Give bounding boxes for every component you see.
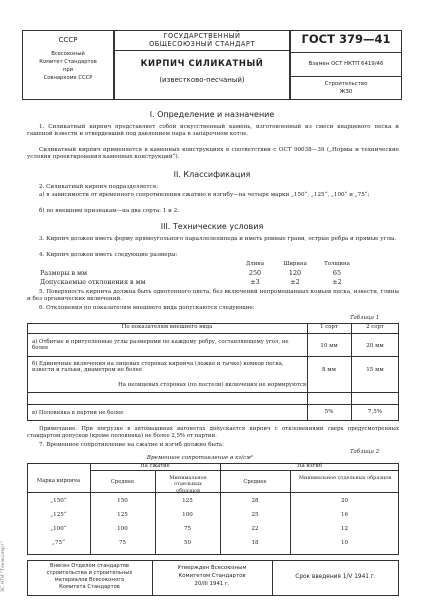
table-header: 2 сорт xyxy=(366,324,384,330)
table-cell: 8 мм xyxy=(321,367,337,373)
table-cell: 25 xyxy=(251,512,259,518)
dims-value: ±2 xyxy=(290,278,300,286)
header-divider xyxy=(290,52,402,53)
table-cell: 7,5% xyxy=(367,409,383,415)
gost-number: ГОСТ 379—41 xyxy=(301,32,391,46)
table-caption: Таблица 1 xyxy=(350,315,380,321)
table-cell: 12 xyxy=(340,526,349,532)
table-2-title: Временное сопротивление в кг/см² xyxy=(146,455,254,461)
table-cell: „75“ xyxy=(52,540,65,546)
table-header: Минимальное отдельных образцов xyxy=(298,475,392,481)
doc-title: КИРПИЧ СИЛИКАТНЫЙ xyxy=(140,58,264,68)
table-cell: 150 xyxy=(117,498,128,504)
paragraph: 1. Силикатный кирпич представляет собой искусственный камень, изготовленный из смеси кварцевого песка и гашеной извести и отвердевший под давлением пара в запарочном котле. xyxy=(27,124,399,138)
footer-center-line: Комитетом Стандартов xyxy=(178,573,246,579)
table-1-row-divider xyxy=(27,404,399,405)
table-cell: 75 xyxy=(118,540,127,546)
table-header: По показателям внешнего вида xyxy=(121,324,213,330)
footer-left-line: материалов Всесоюзного xyxy=(54,577,125,583)
dims-value: 120 xyxy=(288,269,302,277)
paragraph: б) по внешним признакам—на два сорта: 1 и 2. xyxy=(39,208,180,214)
header-state: ГОСУДАРСТВЕННЫЙ xyxy=(163,32,241,40)
table-cell: 10 xyxy=(340,540,349,546)
header-divider xyxy=(114,50,290,51)
footer-center-line: Утвержден Всесоюзным xyxy=(177,565,247,571)
table-cell: 10 мм xyxy=(320,343,338,349)
table-cell: 125 xyxy=(182,498,193,504)
dims-header: Ширина xyxy=(283,261,307,267)
table-header: На сжатие xyxy=(140,463,170,469)
table-1-row-divider xyxy=(27,392,399,393)
header-divider xyxy=(290,76,402,77)
paragraph: а) в зависимости от временного сопротивления сжатию и изгибу—на четыре марки „150“, „125“, „100“ и „75“; xyxy=(39,192,370,198)
table-header: 1 сорт xyxy=(320,324,338,330)
paragraph: 7. Временное сопротивление на сжатие и изгиб должно быть: xyxy=(39,442,224,448)
table-cell: 28 xyxy=(251,498,259,504)
section-heading: II. Классификация xyxy=(173,170,251,179)
table-cell: 5% xyxy=(324,409,334,415)
table-cell: На нелицевых сторонах (по постели) включения не нормируются. xyxy=(118,382,308,388)
footer-center-line: 20/III 1941 г. xyxy=(194,581,230,587)
table-cell: „125“ xyxy=(50,512,67,518)
paragraph: 5. Поверхность кирпича должна быть однотонного цвета, без включений непромешанных комьев песка, извести, глины и без органических включений. xyxy=(27,289,399,303)
dims-value: 65 xyxy=(332,269,342,277)
header-state: ОБЩЕСОЮЗНЫЙ СТАНДАРТ xyxy=(149,40,255,48)
paragraph: 6. Отклонения по показателям внешнего вида допускаются следующие: xyxy=(39,305,255,311)
table-cell: „100“ xyxy=(50,526,67,532)
header-org-line: Совнаркоме СССР xyxy=(43,75,93,81)
table-cell: 50 xyxy=(183,540,192,546)
table-2-row-divider xyxy=(90,470,399,471)
dims-header: Толщина xyxy=(324,261,350,267)
dims-value: 250 xyxy=(248,269,262,277)
group-code: Ж30 xyxy=(339,89,353,95)
dims-header: Длина xyxy=(245,261,265,267)
header-org-line: при xyxy=(62,67,74,73)
doc-subtitle: (известково-песчаный) xyxy=(159,76,245,84)
note: Примечание. При погрузке в автомашинах вагонетах допускается кирпич с отклонениями сверх предусмотренных стандартом допусков (кроме половняка) не более 2,5% от партии. xyxy=(27,426,399,440)
table-cell: 15 мм xyxy=(366,367,384,373)
table-cell: 75 xyxy=(183,526,192,532)
table-cell: 100 xyxy=(182,512,193,518)
section-heading: I. Определение и назначение xyxy=(149,110,275,119)
dims-row-label: Допускаемые отклонения в мм xyxy=(40,278,146,286)
footer-left-line: Комитета Стандартов xyxy=(59,584,120,590)
side-watermark: ЭС НТИ "Техэксперт" xyxy=(1,541,6,592)
table-1-row-divider xyxy=(27,333,399,334)
section-heading: III. Технические условия xyxy=(160,222,264,231)
dims-value: ±2 xyxy=(332,278,342,286)
table-cell: 16 xyxy=(340,512,349,518)
table-caption: Таблица 2 xyxy=(350,449,380,455)
table-cell: 20 xyxy=(340,498,349,504)
dims-value: ±3 xyxy=(250,278,260,286)
table-header: Минимальное отдельных образцов xyxy=(169,475,207,494)
table-header: Марка кирпича xyxy=(36,478,81,484)
paragraph: Силикатный кирпич применяется в каменных конструкциях в соответствии с ОСТ 90038—39 („Нормы и технические условия проектирования каменных конструкций“). xyxy=(27,147,399,161)
table-cell: в) Половняка в партии не более xyxy=(32,410,124,416)
table-header: Среднее xyxy=(110,479,135,485)
group-label: Строительство xyxy=(324,81,368,87)
header-org-line: Комитет Стандартов xyxy=(39,59,97,65)
paragraph: 4. Кирпич должен иметь следующие размеры: xyxy=(39,252,178,258)
table-cell: 20 мм xyxy=(366,343,384,349)
table-cell: 100 xyxy=(117,526,128,532)
table-cell: б) Единичные включения на лицевых сторонах кирпича (ложке и тычке) комков песка, извести и гальки, диаметром не более xyxy=(32,361,284,374)
paragraph: 2. Силикатный кирпич подразделяется: xyxy=(39,184,159,190)
effective-date: Срок введения 1/V 1941 г. xyxy=(295,574,376,580)
table-header: На изгиб xyxy=(297,463,322,469)
table-cell: 18 xyxy=(251,540,259,546)
table-1-row-divider xyxy=(27,356,399,357)
paragraph: 3. Кирпич должен иметь форму прямоугольного параллелепипеда и иметь ровные грани, острые ребра и прямые углы. xyxy=(39,236,397,242)
table-cell: „150“ xyxy=(50,498,67,504)
header-org-line: Всесоюзный xyxy=(51,51,85,57)
footer-left-line: Внесен Отделом стандартов xyxy=(50,563,129,569)
footer-left-line: строительства и строительных xyxy=(46,570,133,576)
table-header: Среднее xyxy=(243,479,267,485)
table-cell: 22 xyxy=(251,526,259,532)
table-cell: а) Отбитые и притупленные углы размерами по каждому ребру, составляющему угол, не более xyxy=(32,339,289,352)
table-cell: 125 xyxy=(117,512,128,518)
replace-note: Взамен ОСТ НКТП 6419/46 xyxy=(308,61,384,67)
header-country: СССР xyxy=(58,36,78,44)
dims-row-label: Размеры в мм xyxy=(40,269,88,277)
